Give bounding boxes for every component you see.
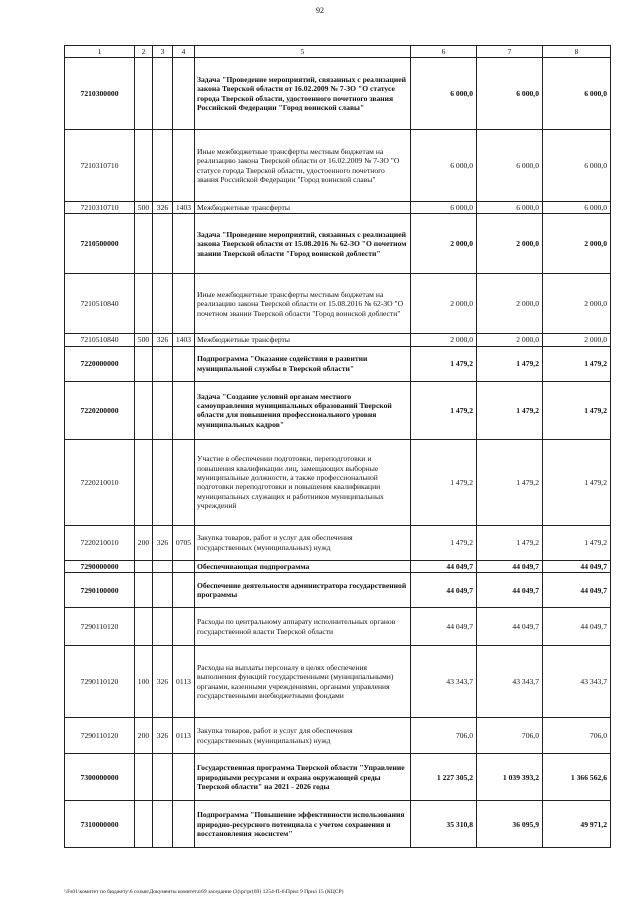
- row-value-2: 36 095,9: [477, 801, 543, 848]
- row-col4: [173, 608, 195, 646]
- row-col2: 200: [135, 718, 153, 754]
- row-value-3: 6 000,0: [543, 130, 611, 202]
- row-value-2: 706,0: [477, 718, 543, 754]
- row-col2: [135, 439, 153, 525]
- row-col3: [153, 439, 173, 525]
- row-value-1: 35 310,8: [411, 801, 477, 848]
- row-value-2: 6 000,0: [477, 58, 543, 130]
- file-path-footer: \\Fs01\комитет по бюджету\6 созыв\Документы комитета\69 заседание (3)\pr\pr(69) 1254-П-6\Прил 9 Прил 15 (КЦСР): [64, 889, 344, 895]
- row-col3: [153, 214, 173, 274]
- header-cell: 8: [543, 46, 611, 58]
- row-value-1: 1 479,2: [411, 525, 477, 560]
- table-row: [65, 58, 611, 130]
- row-col4: [173, 560, 195, 572]
- row-col3: [153, 573, 173, 608]
- row-value-3: 44 049,7: [543, 608, 611, 646]
- table-row: [65, 573, 611, 608]
- row-value-2: 43 343,7: [477, 646, 543, 718]
- row-value-1: 1 479,2: [411, 439, 477, 525]
- row-col4: 0113: [173, 646, 195, 718]
- table-row: [65, 608, 611, 646]
- row-code: 7210300000: [65, 58, 135, 130]
- row-value-3: 2 000,0: [543, 214, 611, 274]
- table-row: [65, 560, 611, 572]
- row-value-1: 6 000,0: [411, 202, 477, 214]
- row-value-3: 43 343,7: [543, 646, 611, 718]
- row-value-1: 2 000,0: [411, 214, 477, 274]
- row-code: 7210310710: [65, 202, 135, 214]
- row-col2: 500: [135, 202, 153, 214]
- row-col3: [153, 754, 173, 801]
- row-value-3: 1 479,2: [543, 439, 611, 525]
- table-row: [65, 646, 611, 718]
- row-code: 7220200000: [65, 381, 135, 439]
- row-col2: 200: [135, 525, 153, 560]
- row-description: Участие в обеспечении подготовки, переподготовки и повышения квалификации лиц, замещающих выборные муниципальные должности, а также профессиональной подготовки переподготовки и повышения квалификации муниципальных служащих и работников муниципальных учреждений: [195, 439, 411, 525]
- row-value-2: 2 000,0: [477, 214, 543, 274]
- row-col4: [173, 439, 195, 525]
- table-row: [65, 381, 611, 439]
- row-col4: [173, 573, 195, 608]
- row-description: Расходы по центральному аппарату исполнительных органов государственной власти Тверской области: [195, 608, 411, 646]
- table-row: [65, 346, 611, 381]
- header-cell: 5: [195, 46, 411, 58]
- row-value-3: 1 479,2: [543, 381, 611, 439]
- row-value-3: 6 000,0: [543, 58, 611, 130]
- row-col4: [173, 754, 195, 801]
- row-col4: 0113: [173, 718, 195, 754]
- row-value-2: 44 049,7: [477, 573, 543, 608]
- table-row: [65, 525, 611, 560]
- row-value-1: 44 049,7: [411, 608, 477, 646]
- row-value-2: 1 479,2: [477, 525, 543, 560]
- row-value-2: 6 000,0: [477, 130, 543, 202]
- row-value-2: 1 479,2: [477, 346, 543, 381]
- table-row: [65, 130, 611, 202]
- row-description: Закупка товаров, работ и услуг для обеспечения государственных (муниципальных) нужд: [195, 525, 411, 560]
- row-value-3: 1 366 562,6: [543, 754, 611, 801]
- row-value-1: 6 000,0: [411, 58, 477, 130]
- row-col2: [135, 346, 153, 381]
- row-col2: [135, 573, 153, 608]
- row-col4: 0705: [173, 525, 195, 560]
- header-cell: 4: [173, 46, 195, 58]
- row-col3: [153, 346, 173, 381]
- row-value-2: 2 000,0: [477, 334, 543, 346]
- row-col4: 1403: [173, 334, 195, 346]
- row-code: 7290100000: [65, 573, 135, 608]
- row-value-2: 44 049,7: [477, 608, 543, 646]
- header-cell: 7: [477, 46, 543, 58]
- row-value-3: 44 049,7: [543, 560, 611, 572]
- row-col2: 500: [135, 334, 153, 346]
- row-col3: [153, 58, 173, 130]
- row-code: 7210310710: [65, 130, 135, 202]
- header-cell: 6: [411, 46, 477, 58]
- row-col4: [173, 214, 195, 274]
- row-value-2: 2 000,0: [477, 274, 543, 334]
- row-value-1: 2 000,0: [411, 274, 477, 334]
- row-value-2: 44 049,7: [477, 560, 543, 572]
- header-cell: 2: [135, 46, 153, 58]
- row-col4: [173, 274, 195, 334]
- row-col2: [135, 754, 153, 801]
- row-code: 7210510840: [65, 334, 135, 346]
- table-row: [65, 439, 611, 525]
- table-row: [65, 214, 611, 274]
- row-code: 7310000000: [65, 801, 135, 848]
- row-col3: 326: [153, 525, 173, 560]
- header-cell: 1: [65, 46, 135, 58]
- row-description: Межбюджетные трансферты: [195, 202, 411, 214]
- row-value-3: 706,0: [543, 718, 611, 754]
- row-description: Обеспечение деятельности администратора государственной программы: [195, 573, 411, 608]
- row-col3: [153, 130, 173, 202]
- row-value-3: 1 479,2: [543, 346, 611, 381]
- row-col3: 326: [153, 718, 173, 754]
- row-value-1: 43 343,7: [411, 646, 477, 718]
- row-col4: [173, 130, 195, 202]
- row-code: 7300000000: [65, 754, 135, 801]
- row-value-3: 49 971,2: [543, 801, 611, 848]
- row-col2: [135, 214, 153, 274]
- row-code: 7290110120: [65, 608, 135, 646]
- table-row: [65, 801, 611, 848]
- row-col2: [135, 801, 153, 848]
- row-col4: [173, 381, 195, 439]
- row-description: Обеспечивающая подпрограмма: [195, 560, 411, 572]
- table-row: [65, 718, 611, 754]
- row-value-1: 1 479,2: [411, 346, 477, 381]
- row-code: 7220210010: [65, 525, 135, 560]
- row-value-1: 44 049,7: [411, 560, 477, 572]
- budget-table: [64, 45, 611, 848]
- row-col3: [153, 560, 173, 572]
- row-value-2: 1 479,2: [477, 381, 543, 439]
- row-col2: [135, 274, 153, 334]
- row-description: Подпрограмма "Оказание содействия в развитии муниципальной службы в Тверской области": [195, 346, 411, 381]
- row-col4: [173, 346, 195, 381]
- table-header: [65, 46, 611, 58]
- row-col3: 326: [153, 646, 173, 718]
- row-value-3: 2 000,0: [543, 334, 611, 346]
- table-row: [65, 202, 611, 214]
- row-description: Подпрограмма "Повышение эффективности использования природно-ресурсного потенциала с учетом сохранения и восстановления экосистем": [195, 801, 411, 848]
- row-col2: [135, 608, 153, 646]
- row-value-1: 1 227 305,2: [411, 754, 477, 801]
- row-description: Иные межбюджетные трансферты местным бюджетам на реализацию закона Тверской области от 16.02.2009 № 7-ЗО "О статусе города Тверской области, удостоенного почетного звания Российской Федерации "Город воинской славы": [195, 130, 411, 202]
- row-value-2: 1 479,2: [477, 439, 543, 525]
- row-description: Задача "Проведение мероприятий, связанных с реализацией закона Тверской области от 15.08.2016 № 62-ЗО "О почетном звании Тверской области "Город воинской доблести": [195, 214, 411, 274]
- row-value-1: 2 000,0: [411, 334, 477, 346]
- header-cell: 3: [153, 46, 173, 58]
- row-value-3: 44 049,7: [543, 573, 611, 608]
- row-col4: [173, 801, 195, 848]
- row-description: Расходы на выплаты персоналу в целях обеспечения выполнения функций государственными (муниципальными) органами, казенными учреждениями, органами управления государственными внебюджетными фондами: [195, 646, 411, 718]
- page-number: 92: [316, 6, 324, 15]
- row-code: 7290110120: [65, 718, 135, 754]
- row-col3: 326: [153, 202, 173, 214]
- row-col2: [135, 130, 153, 202]
- row-col4: 1403: [173, 202, 195, 214]
- row-col3: [153, 608, 173, 646]
- table-row: [65, 334, 611, 346]
- row-col2: [135, 560, 153, 572]
- row-value-1: 1 479,2: [411, 381, 477, 439]
- row-col3: 326: [153, 334, 173, 346]
- row-col2: [135, 58, 153, 130]
- table-row: [65, 274, 611, 334]
- row-description: Иные межбюджетные трансферты местным бюджетам на реализацию закона Тверской области от 15.08.2016 № 62-ЗО "О почетном звании Тверской области "Город воинской доблести": [195, 274, 411, 334]
- row-col2: 100: [135, 646, 153, 718]
- row-col2: [135, 381, 153, 439]
- row-col4: [173, 58, 195, 130]
- row-code: 7220210010: [65, 439, 135, 525]
- row-description: Государственная программа Тверской области "Управление природными ресурсами и охрана окружающей среды Тверской области" на 2021 - 2026 годы: [195, 754, 411, 801]
- row-code: 7290000000: [65, 560, 135, 572]
- row-code: 7220000000: [65, 346, 135, 381]
- row-code: 7290110120: [65, 646, 135, 718]
- row-description: Задача "Создание условий органам местного самоуправления муниципальных образований Тверской области для повышения профессионального уровня муниципальных кадров": [195, 381, 411, 439]
- row-value-1: 44 049,7: [411, 573, 477, 608]
- row-value-2: 6 000,0: [477, 202, 543, 214]
- table-row: [65, 754, 611, 801]
- row-value-1: 706,0: [411, 718, 477, 754]
- row-description: Задача "Проведение мероприятий, связанных с реализацией закона Тверской области от 16.02.2009 № 7-ЗО "О статусе города Тверской области, удостоенного почетного звания Российской Федерации "Город воинской славы": [195, 58, 411, 130]
- row-value-3: 6 000,0: [543, 202, 611, 214]
- row-value-2: 1 039 393,2: [477, 754, 543, 801]
- row-value-3: 2 000,0: [543, 274, 611, 334]
- row-description: Закупка товаров, работ и услуг для обеспечения государственных (муниципальных) нужд: [195, 718, 411, 754]
- row-code: 7210510840: [65, 274, 135, 334]
- row-col3: [153, 801, 173, 848]
- row-value-1: 6 000,0: [411, 130, 477, 202]
- row-col3: [153, 381, 173, 439]
- row-description: Межбюджетные трансферты: [195, 334, 411, 346]
- row-value-3: 1 479,2: [543, 525, 611, 560]
- row-col3: [153, 274, 173, 334]
- row-code: 7210500000: [65, 214, 135, 274]
